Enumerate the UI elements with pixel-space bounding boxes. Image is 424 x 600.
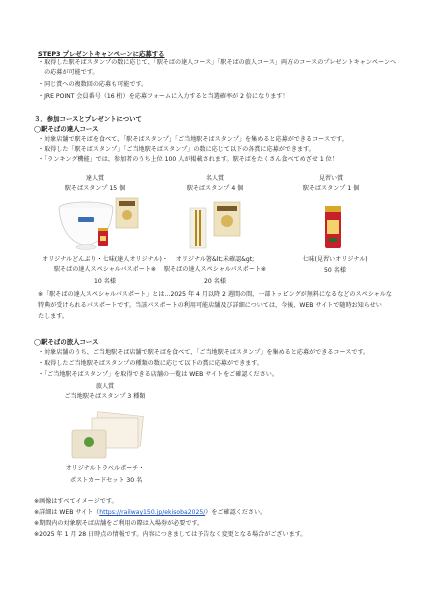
prize-meijin-count: 20 名様	[204, 278, 226, 285]
footer-note-image: ※画像はすべてイメージです。	[34, 498, 118, 505]
footer-note-web-prefix: ※詳細は WEB サイト（	[34, 509, 100, 516]
prize-master-name-line2: 駅そばの達人スペシャルパスポート※	[53, 266, 157, 273]
prize-master-name-line1: オリジナルどんぶり・七味(達人オリジナル)・	[41, 256, 169, 263]
footer-note-web-suffix: ）をご確認ください。	[205, 509, 267, 516]
prize-traveler-count: 30 名	[126, 477, 143, 484]
prize-meijin-requirement: 駅そばスタンプ 4 個	[186, 185, 244, 192]
meijin-prize-image	[188, 200, 258, 256]
step3-bullet-1-cont: の応募が可能です。	[38, 69, 99, 76]
prize-traveler-name-line2	[70, 478, 142, 484]
prize-meijin-name-line1: オリジナル箸&lt;未確認&gt;	[175, 256, 255, 263]
shichimi-jar-image	[98, 228, 108, 246]
step3-bullet-1: ・取得した駅そばスタンプの数に応じて、「駅そばの達人コース」「駅そばの旅人コース」両方のコースのプレゼントキャンペーンへ	[38, 59, 397, 66]
prize-traveler-requirement: ご当地駅そばスタンプ 3 種類	[64, 393, 146, 400]
traveler-bullet-2: ・取得したご当地駅そばスタンプの種類の数に応じて以下の賞に応募ができます。	[38, 360, 263, 367]
passport-note-line1: ※「駅そばの達人スペシャルパスポート」とは…2025 年 4 月以降 2 週間の間、一部トッピングが無料になるなどのスペシャルな	[38, 291, 392, 298]
prize-meijin-rank: 名人賞	[205, 175, 225, 182]
prize-minarai-requirement: 駅そばスタンプ 1 個	[302, 185, 360, 192]
prize-traveler-rank: 旅人賞	[95, 383, 115, 390]
footer-note-ticket: ※期間内の対象駅そば店舗をご利用の際は入場券が必要です。	[34, 520, 204, 527]
traveler-course-heading: ◯駅そばの旅人コース	[34, 338, 99, 346]
master-bullet-1: ・対象店舗で駅そばを食べて、「駅そばスタンプ」「ご当地駅そばスタンプ」を集めると応募ができるコースです。	[38, 136, 348, 143]
step3-bullet-3: ・JRE POINT 会員番号（16 桁）を応募フォームに入力すると当選確率が 2 倍になります！	[38, 93, 289, 100]
master-bullet-3: ・「ランキング機能」では、参加者のうち上位 100 人が掲載されます。駅そばをたくさん食べてめざせ 1 位！	[38, 156, 338, 163]
passport-image	[116, 198, 138, 228]
master-bullet-2: ・取得した「駅そばスタンプ」「ご当地駅そばスタンプ」の数に応じて以下の各賞に応募ができます。	[38, 146, 315, 153]
prize-master-count: 10 名様	[94, 278, 116, 285]
chopsticks-image	[190, 208, 206, 248]
traveler-bullet-3: ・「ご当地駅そばスタンプ」を取得できる店舗の一覧は WEB サイトをご確認ください。	[38, 371, 278, 378]
prize-traveler-name2: ポストカードセット	[70, 477, 125, 484]
prize-traveler-name-line1: オリジナルトラベルポーチ・	[65, 465, 145, 472]
minarai-prize-image	[318, 202, 348, 252]
step3-bullet-2: ・同じ賞への複数回の応募も可能です。	[38, 81, 148, 88]
prize-minarai-rank: 見習い賞	[318, 175, 344, 182]
website-link[interactable]: https://railway150.jp/ekisoba2025/	[99, 509, 206, 516]
travel-pouch-image	[72, 430, 106, 458]
traveler-prize-image	[70, 412, 150, 462]
prize-minarai-count: 50 名様	[324, 267, 346, 274]
traveler-bullet-1: ・対象店舗のうち、ご当地駅そば店舗で駅そばを食べて、「ご当地駅そばスタンプ」を集めると応募ができるコースです。	[38, 349, 370, 356]
master-course-heading: ◯駅そばの達人コース	[34, 125, 99, 133]
prize-master-requirement: 駅そばスタンプ 15 個	[64, 185, 126, 192]
master-prize-image	[56, 196, 156, 256]
prize-minarai-name: 七味(見習いオリジナル)	[302, 256, 368, 263]
passport-image	[214, 202, 240, 236]
prize-master-rank: 達人賞	[85, 175, 105, 182]
passport-note-line3: たします。	[38, 313, 68, 320]
step3-heading: STEP3 プレゼントキャンペーンに応募する	[38, 50, 165, 58]
section3-heading: ３．参加コースとプレゼントについて	[34, 115, 142, 123]
footer-note-web	[34, 510, 266, 516]
shichimi-jar-image	[325, 206, 341, 248]
prize-meijin-name-line2: 駅そばの達人スペシャルパスポート※	[163, 266, 267, 273]
passport-note-line2: 特典が受けられるパスポートです。当該パスポートの利用可能店舗及び詳細については、今後、WEB サイトで随時お知らせい	[38, 302, 382, 309]
footer-note-date: ※2025 年 1 月 28 日時点の情報です。内容につきましては予告なく変更となる場合がございます。	[34, 531, 307, 538]
